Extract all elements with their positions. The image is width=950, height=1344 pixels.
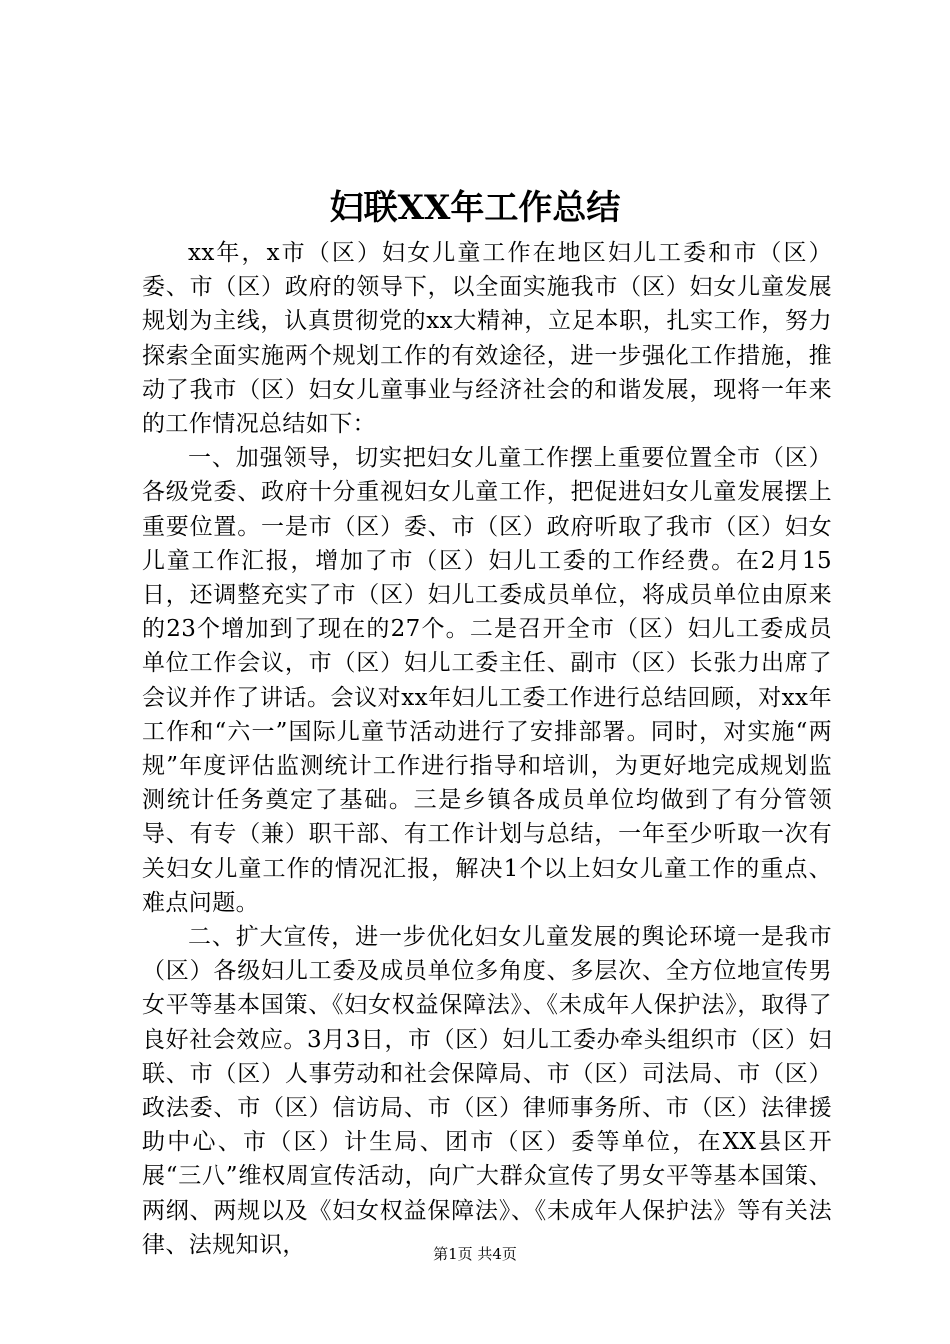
paragraph-section-two: 二、扩大宣传，进一步优化妇女儿童发展的舆论环境一是我市（区）各级妇儿工委及成员单位多角度、多层次、全方位地宣传男女平等基本国策、《妇女权益保障法》、《未成年人保护法》，取得了良好社会效应。3月3日，市（区）妇儿工委办牵头组织市（区）妇联、市（区）人事劳动和社会保障局、市（区）司法局、市（区）政法委、市（区）信访局、市（区）律师事务所、市（区）法律援助中心、市（区）计生局、团市（区）委等单位，在XX县区开展“三八”维权周宣传活动，向广大群众宣传了男女平等基本国策、两纲、两规以及《妇女权益保障法》、《未成年人保护法》等有关法律、法规知识， <box>142 924 832 1258</box>
paragraph-section-one: 一、加强领导，切实把妇女儿童工作摆上重要位置全市（区）各级党委、政府十分重视妇女儿童工作，把促进妇女儿童发展摆上重要位置。一是市（区）委、市（区）政府听取了我市（区）妇女儿童工作汇报，增加了市（区）妇儿工委的工作经费。在2月15日，还调整充实了市（区）妇儿工委成员单位，将成员单位由原来的23个增加到了现在的27个。二是召开全市（区）妇儿工委成员单位工作会议，市（区）妇儿工委主任、副市（区）长张力出席了会议并作了讲话。会议对xx年妇儿工委工作进行总结回顾，对xx年工作和“六一”国际儿童节活动进行了安排部署。同时，对实施“两规”年度评估监测统计工作进行指导和培训，为更好地完成规划监测统计任务奠定了基础。三是乡镇各成员单位均做到了有分管领导、有专（兼）职干部、有工作计划与总结，一年至少听取一次有关妇女儿童工作的情况汇报，解决1个以上妇女儿童工作的重点、难点问题。 <box>142 445 832 916</box>
paragraph-intro: xx年，x市（区）妇女儿童工作在地区妇儿工委和市（区）委、市（区）政府的领导下，以全面实施我市（区）妇女儿童发展规划为主线，认真贯彻党的xx大精神，立足本职，扎实工作，努力探索全面实施两个规划工作的有效途径，进一步强化工作措施，推动了我市（区）妇女儿童事业与经济社会的和谐发展，现将一年来的工作情况总结如下： <box>142 240 832 438</box>
page-number-footer: 第1页 共4页 <box>433 1245 517 1263</box>
document-body <box>142 236 832 1262</box>
document-title: 妇联XX年工作总结 <box>329 188 621 228</box>
